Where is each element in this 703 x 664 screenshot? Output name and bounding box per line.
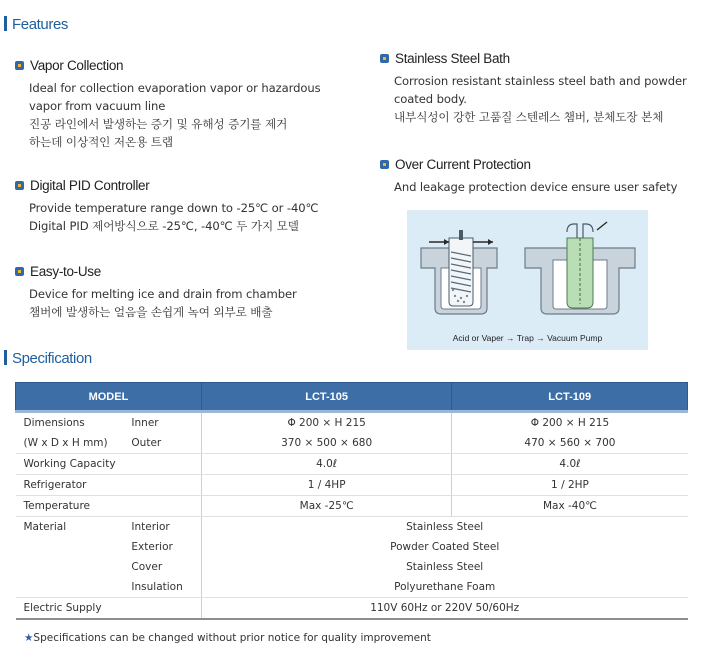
table-cell: Powder Coated Steel xyxy=(201,537,687,557)
feature-description: Corrosion resistant stainless steel bath and powder coated body. 내부식성이 강한 고품질 스텐레스 챔버, 분체도장 본체 xyxy=(394,74,687,124)
table-cell: Stainless Steel xyxy=(201,517,687,538)
trap-illustration xyxy=(407,210,648,328)
row-label xyxy=(16,577,132,598)
row-label xyxy=(16,557,132,577)
row-label: Temperature xyxy=(16,496,202,517)
row-sublabel: Outer xyxy=(131,433,201,454)
feature-description: Device for melting ice and drain from chamber 챔버에 발생하는 얼음을 손쉽게 녹여 외부로 배출 xyxy=(29,287,297,319)
heading-bar xyxy=(4,16,7,31)
table-cell: 1 / 2HP xyxy=(452,475,688,496)
bullet-icon xyxy=(380,160,389,169)
table-cell: 4.0ℓ xyxy=(452,454,688,475)
feature-description: Ideal for collection evaporation vapor or hazardous vapor from vacuum line 진공 라인에서 발생하는 증기 및 유해성 증기를 제거 하는데 이상적인 저온용 트랩 xyxy=(29,81,321,149)
table-cell: Max -25℃ xyxy=(201,496,452,517)
row-sublabel: Interior xyxy=(131,521,170,533)
header-model: MODEL xyxy=(16,383,202,412)
diagram-caption: Acid or Vaper → Trap → Vacuum Pump xyxy=(452,333,603,343)
feature-title: Over Current Protection xyxy=(380,157,677,173)
specification-table xyxy=(15,382,688,620)
table-row xyxy=(16,537,688,557)
row-label: (W x D x H mm) xyxy=(16,433,132,454)
table-row xyxy=(16,475,688,496)
specification-heading xyxy=(4,350,92,367)
header-lct-109: LCT-109 xyxy=(452,383,688,412)
feature-digital-pid-controller xyxy=(15,178,318,235)
feature-title: Digital PID Controller xyxy=(15,178,318,194)
spec-note xyxy=(24,632,431,644)
feature-vapor-collection xyxy=(15,58,321,151)
row-sublabel: Insulation xyxy=(131,577,201,598)
table-cell: Polyurethane Foam xyxy=(201,577,687,598)
feature-description: Provide temperature range down to -25℃ or -40℃ Digital PID 제어방식으로 -25℃, -40℃ 두 가지 모델 xyxy=(29,201,319,233)
table-cell: Max -40℃ xyxy=(452,496,688,517)
feature-stainless-steel-bath xyxy=(380,51,687,126)
table-row xyxy=(16,496,688,517)
features-title: Features xyxy=(12,16,68,33)
table-row xyxy=(16,517,688,538)
table-cell: Φ 200 × H 215 xyxy=(452,412,688,434)
feature-title: Vapor Collection xyxy=(15,58,321,74)
bullet-icon xyxy=(15,267,24,276)
table-row xyxy=(16,577,688,598)
feature-title: Stainless Steel Bath xyxy=(380,51,687,67)
table-cell: 470 × 560 × 700 xyxy=(452,433,688,454)
table-cell: 110V 60Hz or 220V 50/60Hz xyxy=(201,598,687,620)
table-row xyxy=(16,557,688,577)
row-sublabel: Cover xyxy=(131,561,163,573)
specification-title: Specification xyxy=(12,350,92,367)
feature-title: Easy-to-Use xyxy=(15,264,297,280)
table-cell: 1 / 4HP xyxy=(201,475,452,496)
table-row xyxy=(16,454,688,475)
table-cell: Stainless Steel xyxy=(201,557,687,577)
row-label: Dimensions xyxy=(23,417,85,429)
table-row xyxy=(16,412,688,434)
table-cell: 4.0ℓ xyxy=(201,454,452,475)
table-row xyxy=(16,433,688,454)
table-cell: 370 × 500 × 680 xyxy=(201,433,452,454)
bullet-icon xyxy=(380,54,389,63)
row-label: Electric Supply xyxy=(16,598,202,620)
row-label: Material xyxy=(23,521,67,533)
note-text: Specifications can be changed without prior notice for quality improvement xyxy=(33,632,431,644)
feature-over-current-protection xyxy=(380,157,677,196)
bullet-icon xyxy=(15,181,24,190)
row-label xyxy=(16,537,132,557)
star-icon: ★ xyxy=(24,632,34,644)
table-row xyxy=(16,598,688,620)
row-sublabel: Inner xyxy=(131,417,159,429)
trap-diagram xyxy=(407,210,648,350)
features-heading xyxy=(4,16,68,33)
row-sublabel: Exterior xyxy=(131,541,173,553)
table-header-row xyxy=(16,383,688,412)
row-label: Working Capacity xyxy=(16,454,202,475)
table-cell: Φ 200 × H 215 xyxy=(201,412,452,434)
bullet-icon xyxy=(15,61,24,70)
feature-easy-to-use xyxy=(15,264,297,321)
header-lct-105: LCT-105 xyxy=(201,383,452,412)
feature-description: And leakage protection device ensure user safety xyxy=(394,180,678,194)
heading-bar xyxy=(4,350,7,365)
row-label: Refrigerator xyxy=(16,475,202,496)
